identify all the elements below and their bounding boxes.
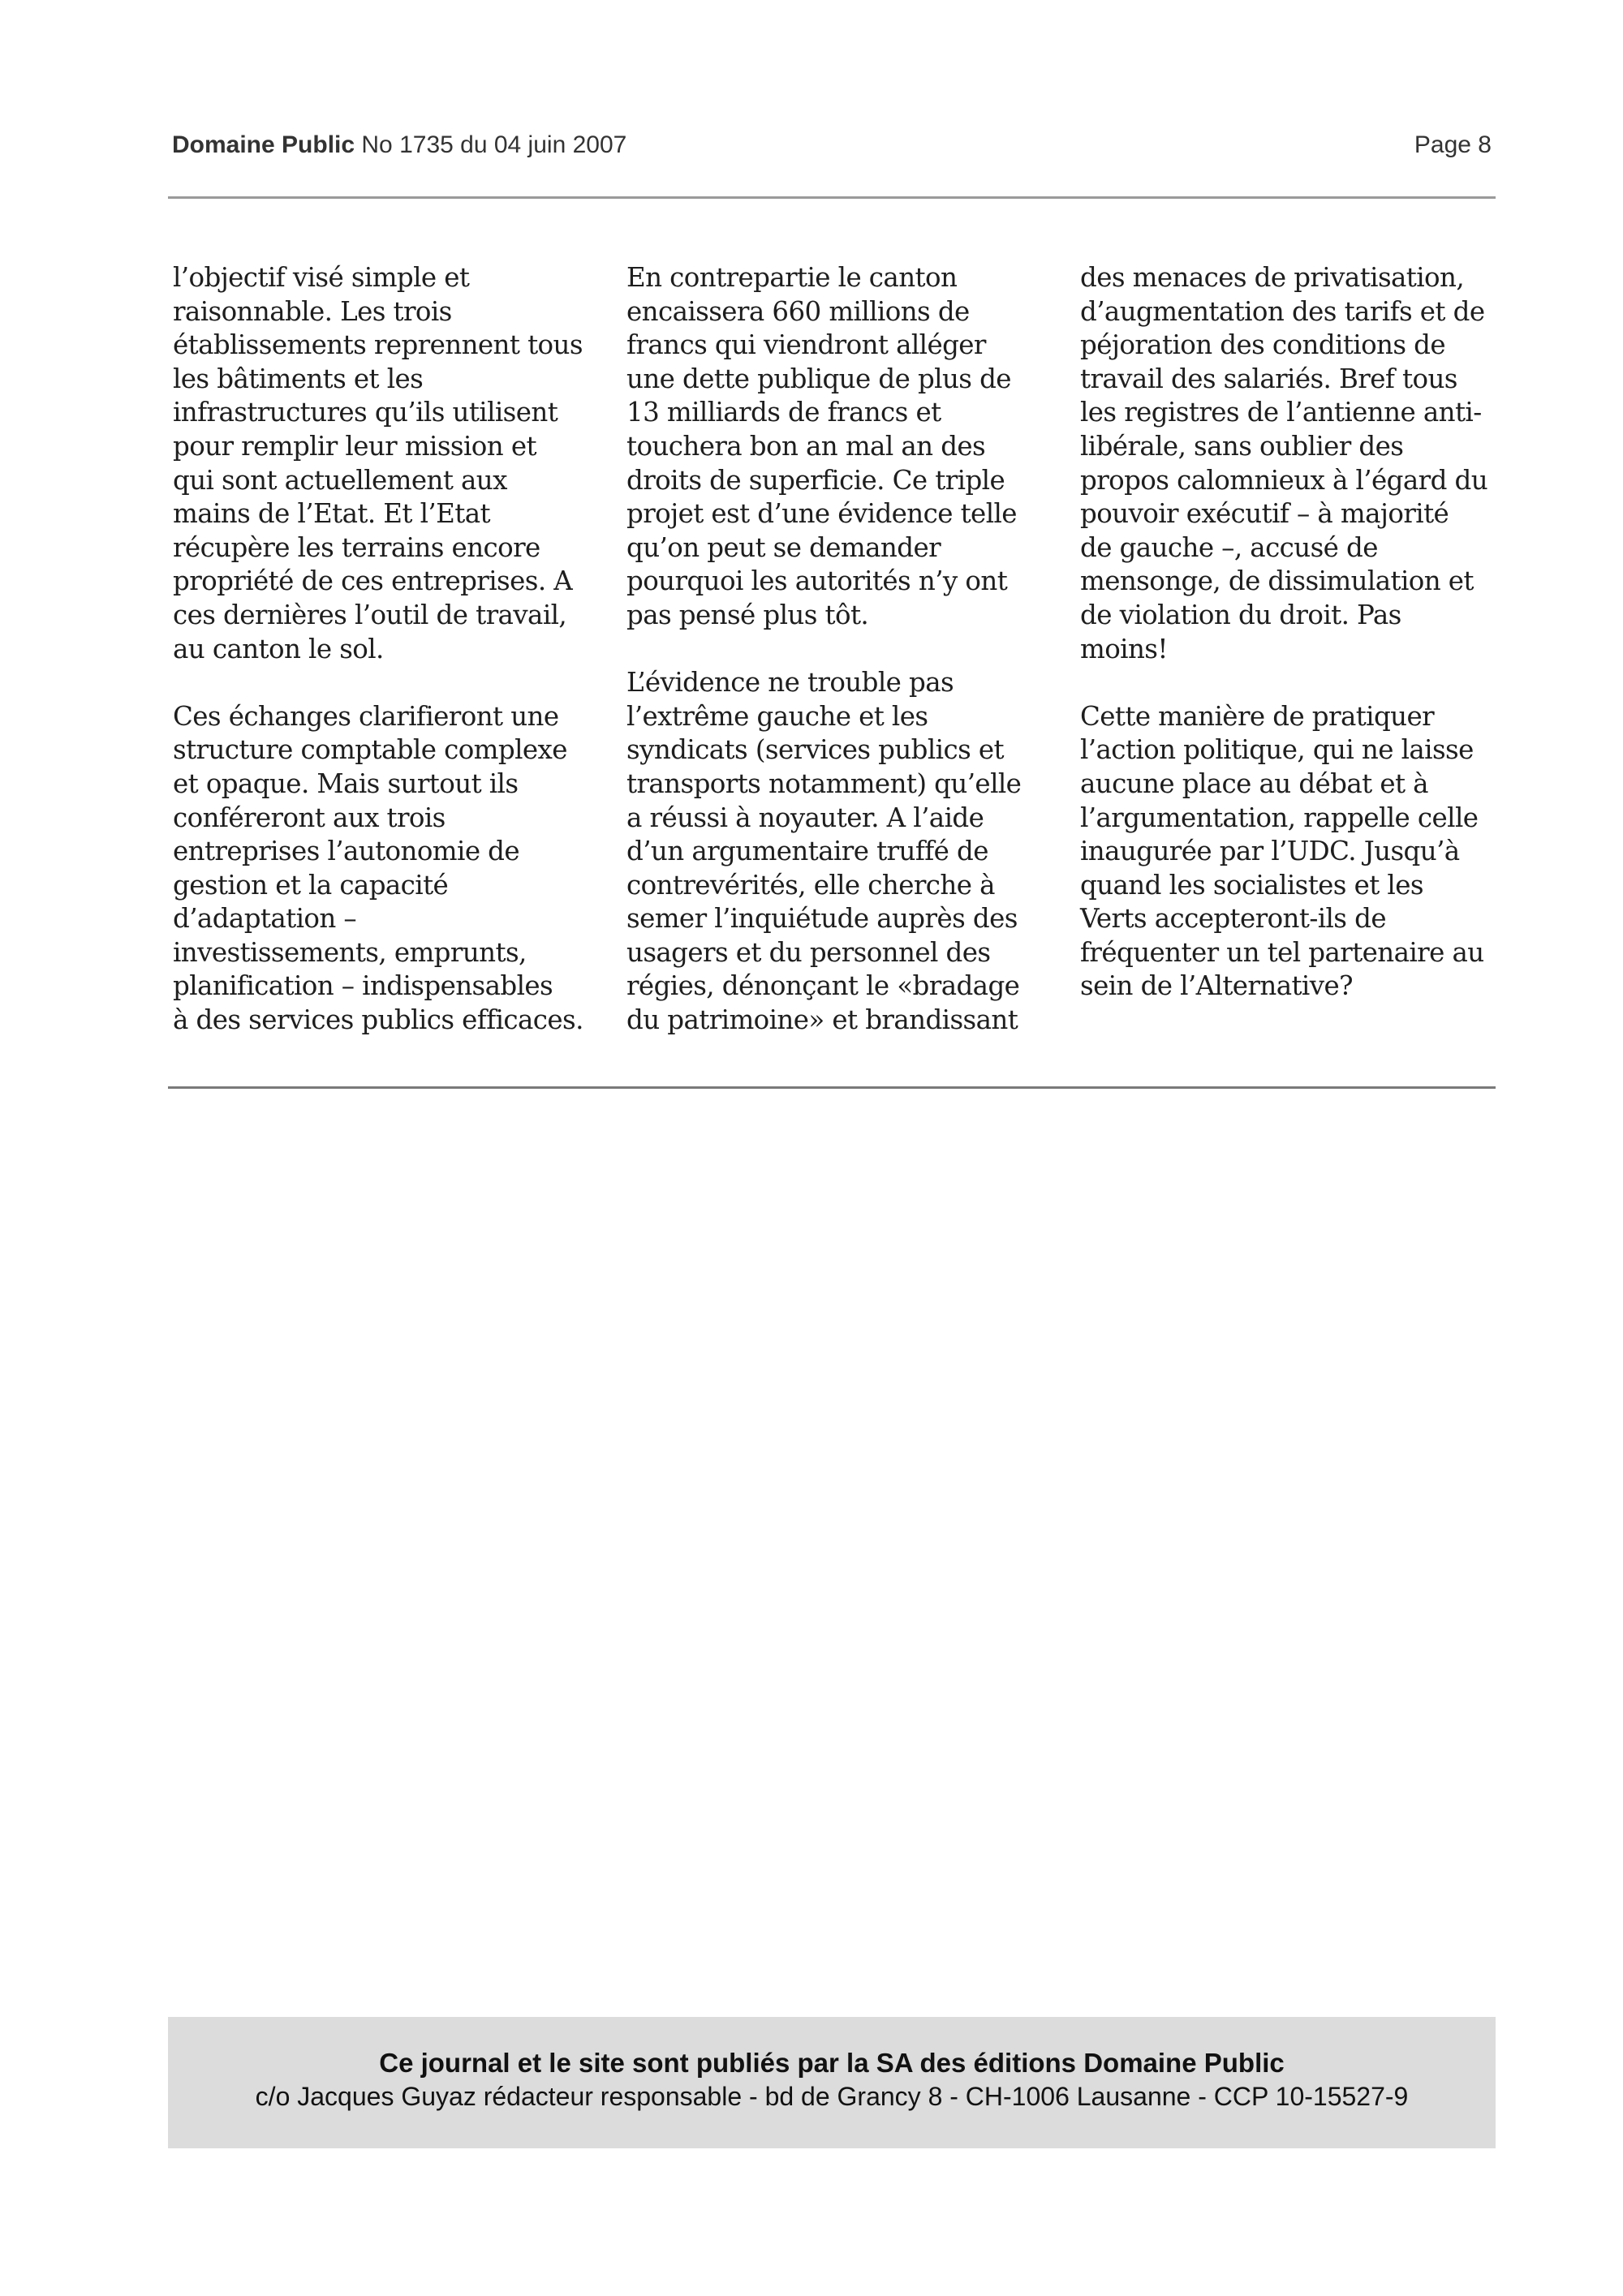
publisher-address: c/o Jacques Guyaz rédacteur responsable - bd de Grancy 8 - CH-1006 Lausanne - CCP 10-15527-9 (255, 2082, 1409, 2111)
text-line: projet est d’une évidence telle (626, 498, 1017, 530)
text-line: Ces échanges clarifieront une (173, 700, 559, 732)
text-line: syndicats (services publics et (626, 734, 1004, 766)
text-line: régies, dénonçant le «bradage (626, 970, 1020, 1002)
text-line: semer l’inquiétude auprès des (626, 903, 1018, 935)
text-line: l’objectif visé simple et (173, 262, 470, 293)
text-line: les bâtiments et les (173, 363, 424, 394)
text-column-1 (173, 261, 593, 1071)
article-body (173, 261, 1496, 1073)
text-line: entreprises l’autonomie de (173, 836, 520, 867)
text-line: L’évidence ne trouble pas (626, 667, 954, 699)
text-line: En contrepartie le canton (626, 262, 958, 293)
text-line: Verts accepteront-ils de (1080, 903, 1386, 935)
text-line: Cette manière de pratiquer (1080, 700, 1435, 732)
text-line: structure comptable complexe (173, 734, 567, 766)
paragraph (1080, 261, 1500, 666)
text-line: qui sont actuellement aux (173, 464, 507, 496)
text-line: contrevérités, elle cherche à (626, 869, 995, 901)
issue-info: No 1735 du 04 juin 2007 (361, 131, 627, 158)
text-line: pouvoir exécutif – à majorité (1080, 498, 1449, 530)
text-line: touchera bon an mal an des (626, 430, 986, 462)
text-line: francs qui viendront alléger (626, 329, 986, 361)
text-line: conféreront aux trois (173, 802, 446, 833)
text-line: planification – indispensables (173, 970, 553, 1002)
text-line: qu’on peut se demander (626, 531, 941, 563)
text-line: gestion et la capacité (173, 869, 449, 901)
publication-name: Domaine Public (172, 131, 355, 158)
text-line: droits de superficie. Ce triple (626, 464, 1005, 496)
text-line: d’augmentation des tarifs et de (1080, 295, 1485, 327)
text-line: des menaces de privatisation, (1080, 262, 1465, 293)
paragraph (626, 666, 1047, 1038)
text-line: péjoration des conditions de (1080, 329, 1446, 361)
paragraph (1080, 700, 1500, 1004)
text-line: pas pensé plus tôt. (626, 599, 869, 630)
text-line: infrastructures qu’ils utilisent (173, 397, 558, 428)
text-line: une dette publique de plus de (626, 363, 1011, 394)
text-line: 13 milliards de francs et (626, 397, 941, 428)
paragraph (173, 700, 593, 1038)
header-left (172, 131, 626, 159)
text-line: ces dernières l’outil de travail, (173, 599, 567, 630)
text-line: propos calomnieux à l’égard du (1080, 464, 1488, 496)
text-line: pourquoi les autorités n’y ont (626, 565, 1008, 597)
text-line: inaugurée par l’UDC. Jusqu’à (1080, 836, 1460, 867)
text-column-3 (1080, 261, 1500, 1038)
text-line: du patrimoine» et brandissant (626, 1004, 1018, 1036)
text-line: d’adaptation – (173, 903, 357, 935)
header-divider (168, 196, 1496, 199)
text-line: les registres de l’antienne anti- (1080, 397, 1482, 428)
text-line: propriété de ces entreprises. A (173, 565, 573, 597)
text-line: et opaque. Mais surtout ils (173, 767, 519, 799)
publisher-statement: Ce journal et le site sont publiés par la SA des éditions Domaine Public (379, 2048, 1285, 2078)
text-line: aucune place au débat et à (1080, 767, 1428, 799)
text-line: l’action politique, qui ne laisse (1080, 734, 1474, 766)
text-line: à des services publics efficaces. (173, 1004, 583, 1036)
text-line: fréquenter un tel partenaire au (1080, 936, 1484, 968)
text-line: récupère les terrains encore (173, 531, 540, 563)
text-line: d’un argumentaire truffé de (626, 836, 988, 867)
text-line: usagers et du personnel des (626, 936, 991, 968)
text-line: l’argumentation, rappelle celle (1080, 802, 1479, 833)
page-number: Page 8 (1414, 131, 1492, 158)
text-line: de gauche –, accusé de (1080, 531, 1378, 563)
paragraph (173, 261, 593, 666)
text-line: établissements reprennent tous (173, 329, 583, 361)
text-line: mensonge, de dissimulation et (1080, 565, 1474, 597)
text-line: sein de l’Alternative? (1080, 970, 1353, 1002)
text-line: de violation du droit. Pas (1080, 599, 1401, 630)
text-line: mains de l’Etat. Et l’Etat (173, 498, 490, 530)
text-line: l’extrême gauche et les (626, 700, 928, 732)
paragraph (626, 261, 1047, 633)
text-line: au canton le sol. (173, 633, 384, 664)
text-line: encaissera 660 millions de (626, 295, 970, 327)
text-line: raisonnable. Les trois (173, 295, 452, 327)
text-line: investissements, emprunts, (173, 936, 527, 968)
text-column-2 (626, 261, 1047, 1071)
publisher-footer (168, 2017, 1496, 2148)
text-line: travail des salariés. Bref tous (1080, 363, 1457, 394)
text-line: moins! (1080, 633, 1168, 664)
text-line: a réussi à noyauter. A l’aide (626, 802, 984, 833)
text-line: quand les socialistes et les (1080, 869, 1423, 901)
text-line: pour remplir leur mission et (173, 430, 536, 462)
text-line: libérale, sans oublier des (1080, 430, 1404, 462)
text-line: transports notamment) qu’elle (626, 767, 1022, 799)
article-end-divider (168, 1086, 1496, 1089)
page-header (172, 131, 1492, 172)
